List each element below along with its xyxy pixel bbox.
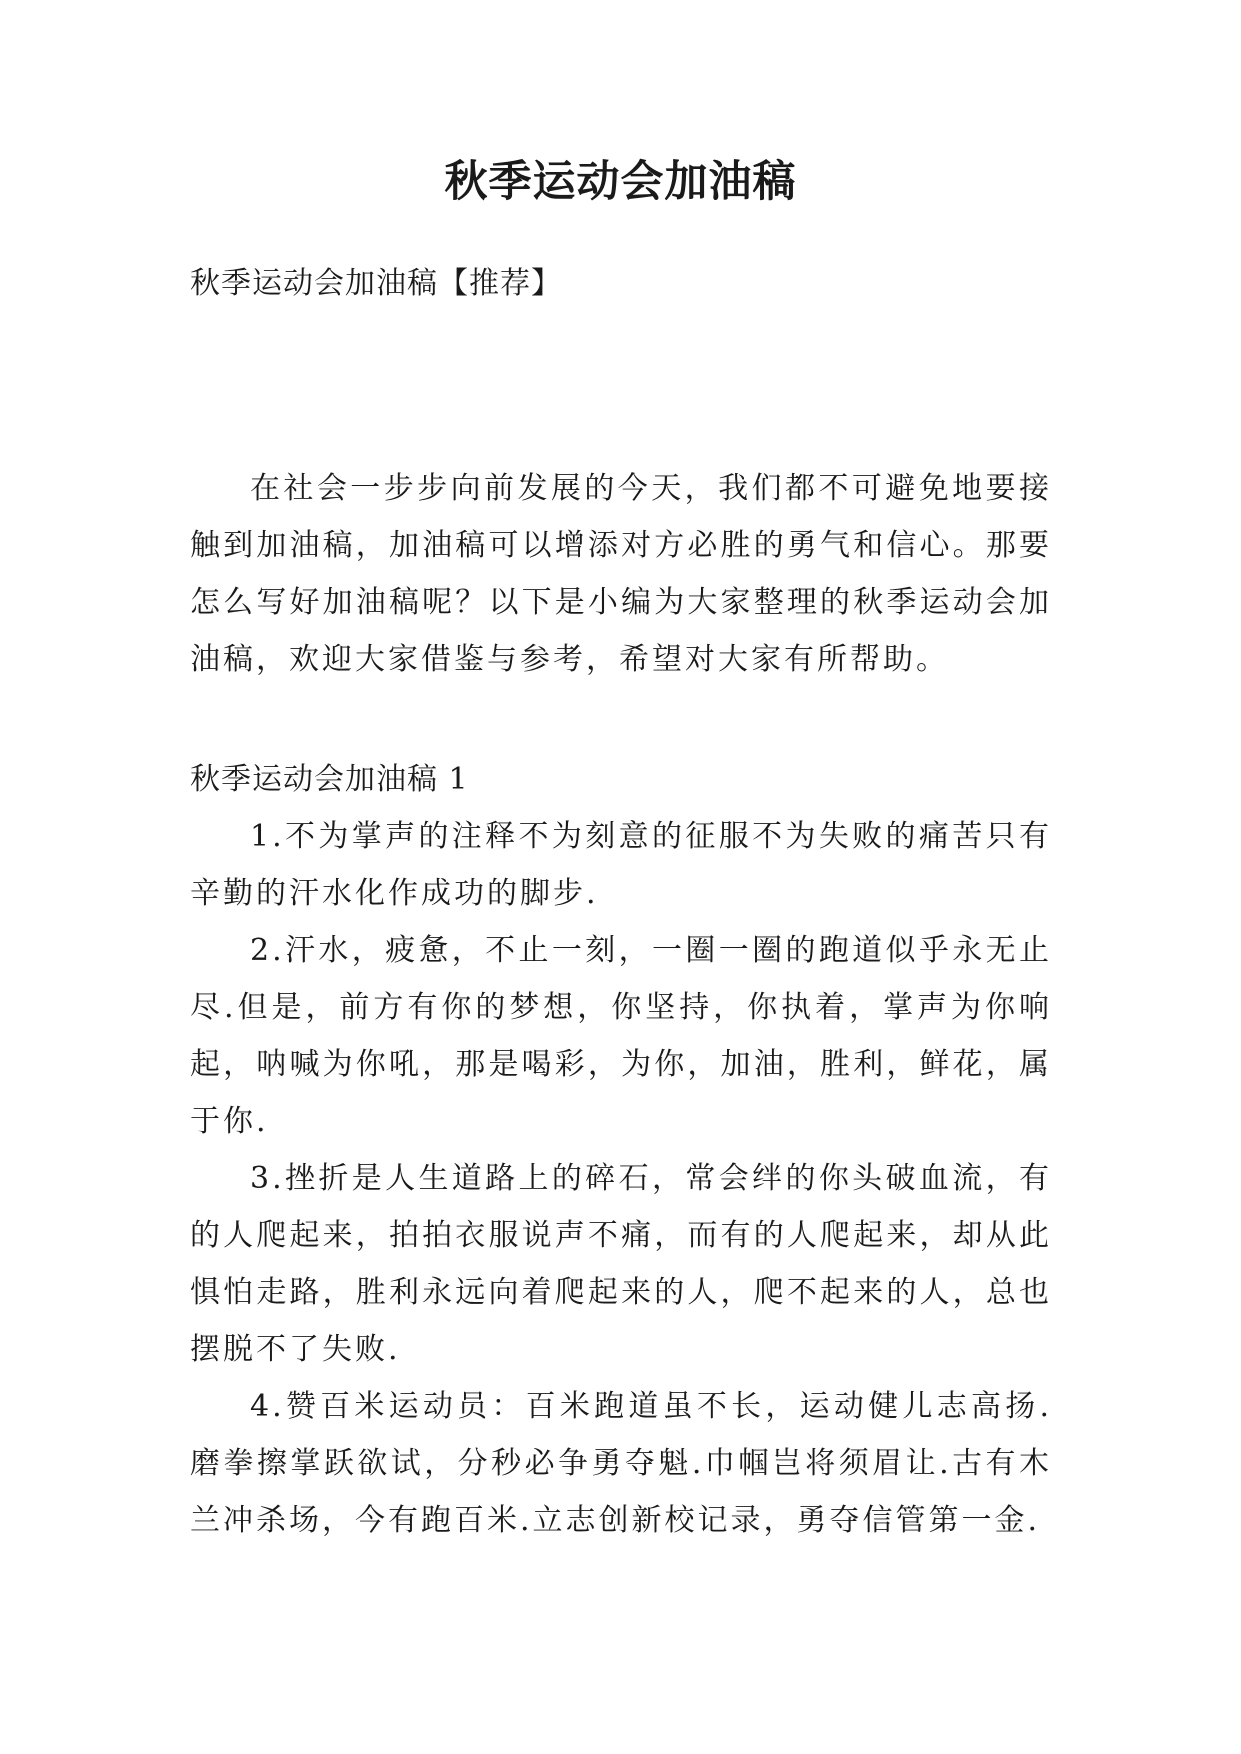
- cheer-item-4: 4.赞百米运动员：百米跑道虽不长，运动健儿志高扬.磨拳擦掌跃欲试，分秒必争勇夺魁.巾帼岂将须眉让.古有木兰冲杀场，今有跑百米.立志创新校记录，勇夺信管第一金.: [190, 1389, 1052, 1538]
- document-subtitle: 秋季运动会加油稿【推荐】: [190, 266, 562, 301]
- cheer-item-2: 2.汗水，疲惫，不止一刻，一圈一圈的跑道似乎永无止尽.但是，前方有你的梦想，你坚持，你执着，掌声为你响起，呐喊为你吼，那是喝彩，为你，加油，胜利，鲜花，属于你.: [190, 933, 1052, 1139]
- intro-paragraph: 在社会一步步向前发展的今天，我们都不可避免地要接触到加油稿，加油稿可以增添对方必胜的勇气和信心。那要怎么写好加油稿呢？以下是小编为大家整理的秋季运动会加油稿，欢迎大家借鉴与参考，希望对大家有所帮助。: [190, 471, 1052, 677]
- document-title: 秋季运动会加油稿: [444, 157, 797, 207]
- section-heading: 秋季运动会加油稿 1: [190, 762, 469, 797]
- cheer-item-1: 1.不为掌声的注释不为刻意的征服不为失败的痛苦只有辛勤的汗水化作成功的脚步.: [190, 819, 1052, 911]
- cheer-item-3: 3.挫折是人生道路上的碎石，常会绊的你头破血流，有的人爬起来，拍拍衣服说声不痛，而有的人爬起来，却从此惧怕走路，胜利永远向着爬起来的人，爬不起来的人，总也摆脱不了失败.: [190, 1161, 1052, 1367]
